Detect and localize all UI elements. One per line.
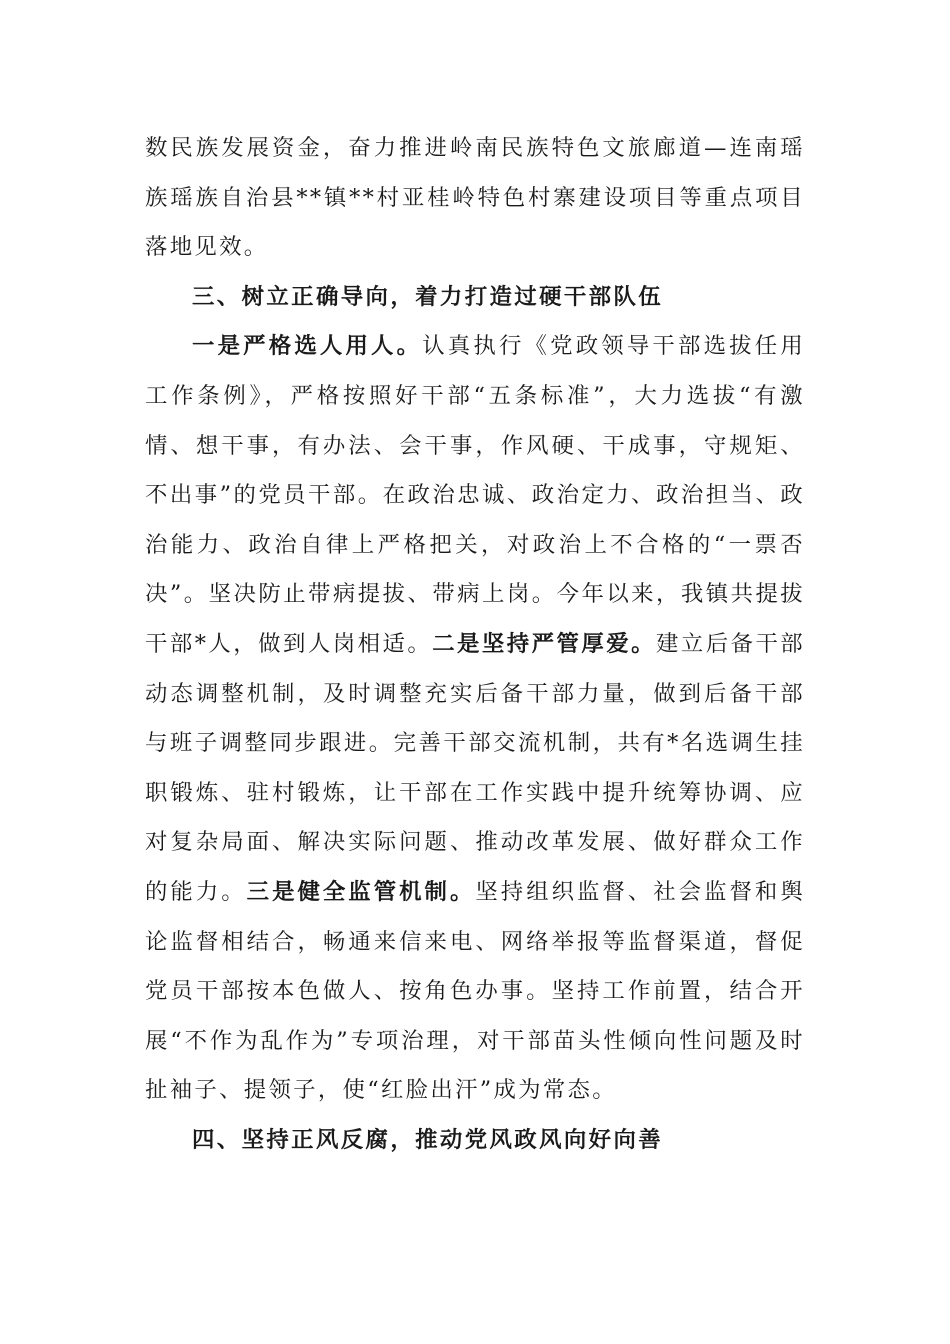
section-heading-three: 三、树立正确导向，着力打造过硬干部队伍 [192,283,664,310]
paragraph-text-one: 认真执行《党政领导干部选拔任用工作条例》，严格按照好干部“五条标准”，大力选拔“有激情、想干事，有办法、会干事，作风硬、干成事，守规矩、不出事”的党员干部。在政治忠诚、政治定力、政治担当、政治能力、政治自律上严格把关，对政治上不合格的“一票否决”。坚决防止带病提拔、带病上岗。今年以来，我镇共提拔干部*人，做到人岗相适。 [145,333,806,657]
bold-lead-three: 三是健全监管机制。 [246,878,476,905]
bold-lead-two: 二是坚持严管厚爱。 [432,630,656,657]
paragraph-continuation: 数民族发展资金，奋力推进岭南民族特色文旅廊道—连南瑶族瑶族自治县**镇**村亚桂岭特色村寨建设项目等重点项目落地见效。 [145,135,805,261]
bold-lead-one: 一是严格选人用人。 [192,333,423,360]
document-page [145,124,805,1165]
section-heading-four: 四、坚持正风反腐，推动党风政风向好向善 [192,1126,664,1153]
paragraph-text-three: 坚持组织监督、社会监督和舆论监督相结合，畅通来信来电、网络举报等监督渠道，督促党员干部按本色做人、按角色办事。坚持工作前置，结合开展“不作为乱作为”专项治理，对干部苗头性倾向性问题及时扯袖子、提领子，使“红脸出汗”成为常态。 [145,878,806,1104]
paragraph-cadre-selection [145,322,805,1116]
paragraph-text-two: 建立后备干部动态调整机制，及时调整充实后备干部力量，做到后备干部与班子调整同步跟进。完善干部交流机制，共有*名选调生挂职锻炼、驻村锻炼，让干部在工作实践中提升统筹协调、应对复杂局面、解决实际问题、推动改革发展、做好群众工作的能力。 [145,630,805,905]
